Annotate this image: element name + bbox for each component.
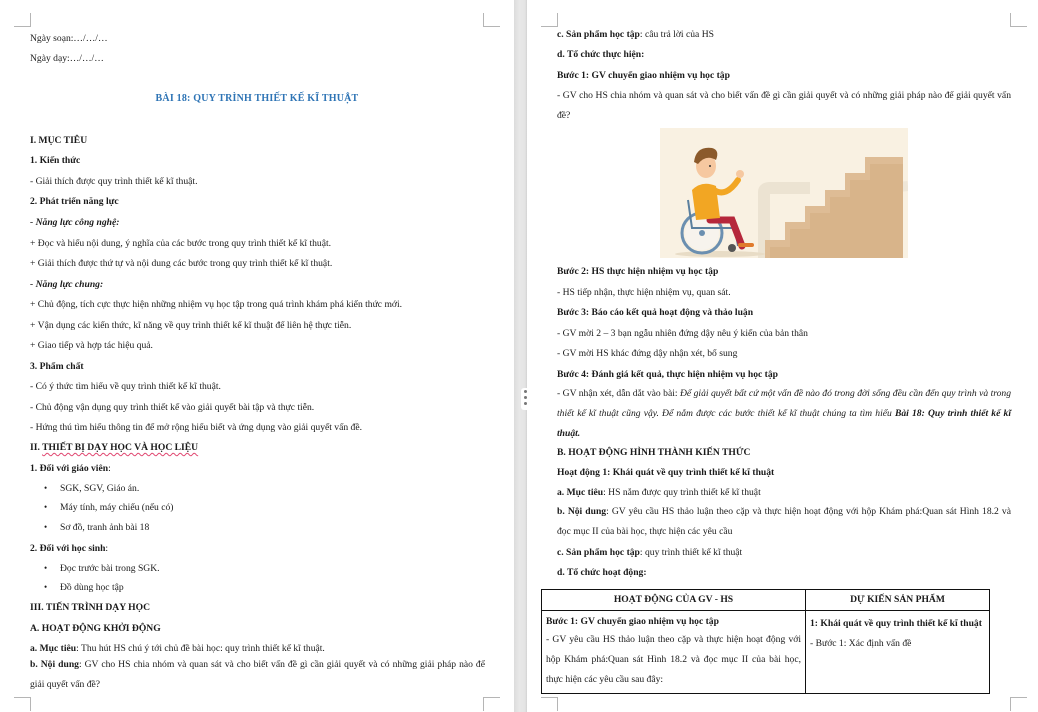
- table-header-row: [542, 590, 990, 611]
- activity1-content: b. Nội dung: GV yêu cầu HS thảo luận theo cặp và thực hiện hoạt động với hộp Khám phá:Quan sát Hình 18.2 và đọc mục II của bài học, thực hiện các yêu cầu: [557, 506, 1011, 537]
- margin-crop-mark: [14, 697, 31, 711]
- section-knowledge-heading: B. HOẠT ĐỘNG HÌNH THÀNH KIẾN THỨC: [557, 447, 751, 458]
- margin-crop-mark: [14, 13, 31, 27]
- tech-competency-label: - Năng lực công nghệ:: [30, 217, 120, 228]
- section-equipment-heading: [30, 441, 198, 454]
- table-header-expected-product: DỰ KIẾN SẢN PHẨM: [806, 590, 990, 611]
- warmup-content: b. Nội dung: GV cho HS chia nhóm và quan sát và cho biết vấn đề gì cần giải quyết và có những giải pháp nào để giải quyết vấn đề?: [30, 659, 485, 690]
- activity1-organize: d. Tổ chức hoạt động:: [557, 567, 647, 578]
- table-cell-product[interactable]: 1: Khái quát về quy trình thiết kế kĩ thuật - Bước 1: Xác định vấn đề: [806, 611, 990, 694]
- general-item: + Giao tiếp và hợp tác hiệu quả.: [30, 340, 153, 351]
- margin-crop-mark: [541, 13, 558, 27]
- activity-table: [541, 589, 990, 694]
- step3-item: - GV mời 2 – 3 bạn ngẫu nhiên đứng dậy nêu ý kiến của bản thân: [557, 328, 808, 339]
- heading-prefix: II.: [30, 442, 43, 453]
- student-heading: 2. Đối với học sinh:: [30, 543, 109, 554]
- document-page-left[interactable]: [0, 0, 514, 712]
- teacher-heading: 1. Đối với giáo viên:: [30, 463, 111, 474]
- step1-heading: Bước 1: GV chuyển giao nhiệm vụ học tập: [557, 70, 730, 81]
- step2-heading: Bước 2: HS thực hiện nhiệm vụ học tập: [557, 266, 719, 277]
- step3-item: - GV mời HS khác đứng dậy nhận xét, bổ sung: [557, 348, 738, 359]
- lesson-title: BÀI 18: QUY TRÌNH THIẾT KẾ KĨ THUẬT: [155, 93, 359, 104]
- activity1-heading: Hoạt động 1: Khái quát về quy trình thiết kế kĩ thuật: [557, 467, 775, 478]
- teacher-list-item: • Sơ đồ, tranh ảnh bài 18: [60, 521, 149, 534]
- competency-heading: 2. Phát triển năng lực: [30, 196, 119, 207]
- qualities-item: - Hứng thú tìm hiểu thông tin để mở rộng hiểu biết và ứng dụng vào giải quyết vấn đề.: [30, 422, 363, 433]
- step4-text: - GV nhận xét, dẫn dắt vào bài: Để giải quyết bất cứ một vấn đề nào đó trong đời sống đều cần đến quy trình và trong thiết kế kĩ thuật cũng vậy. Để nắm được các bước thiết kế kĩ thuật chúng ta tìm hiểu Bài 18: Quy trình thiết kế kĩ thuật.: [557, 388, 1011, 439]
- qualities-item: - Chủ động vận dụng quy trình thiết kế vào giải quyết bài tập và thực tiễn.: [30, 402, 315, 413]
- table-cell-activity[interactable]: Bước 1: GV chuyển giao nhiệm vụ học tập - GV yêu cầu HS thảo luận theo cặp và thực hiện hoạt động với hộp Khám phá:Quan sát Hình 18.2 và đọc mục II của bài học, thực hiện các yêu cầu sau đây:: [542, 611, 806, 694]
- qualities-item: - Có ý thức tìm hiểu về quy trình thiết kế kĩ thuật.: [30, 381, 221, 392]
- step2-text: - HS tiếp nhận, thực hiện nhiệm vụ, quan sát.: [557, 287, 731, 298]
- tech-item: + Giải thích được thứ tự và nội dung các bước trong quy trình thiết kế kĩ thuật.: [30, 258, 333, 269]
- date-taught: Ngày dạy:…/…/…: [30, 53, 104, 64]
- margin-crop-mark: [483, 13, 500, 27]
- step4-heading: Bước 4: Đánh giá kết quả, thực hiện nhiệm vụ học tập: [557, 369, 778, 380]
- student-list-item: • Đọc trước bài trong SGK.: [60, 562, 160, 575]
- margin-crop-mark: [541, 697, 558, 711]
- step3-heading: Bước 3: Báo cáo kết quả hoạt động và thảo luận: [557, 307, 754, 318]
- section-objectives-heading: I. MỤC TIÊU: [30, 135, 88, 146]
- margin-crop-mark: [1010, 697, 1027, 711]
- general-item: + Vận dụng các kiến thức, kĩ năng về quy trình thiết kế kĩ thuật để liên hệ thực tiễn.: [30, 320, 352, 331]
- knowledge-item: - Giải thích được quy trình thiết kế kĩ thuật.: [30, 176, 198, 187]
- general-item: + Chủ động, tích cực thực hiện những nhiệm vụ học tập trong quá trình khám phá kiến thức mới.: [30, 299, 403, 310]
- margin-crop-mark: [483, 697, 500, 711]
- organize-heading: d. Tổ chức thực hiện:: [557, 49, 645, 60]
- teacher-list-item: • SGK, SGV, Giáo án.: [60, 482, 139, 495]
- warmup-activity-heading: A. HOẠT ĐỘNG KHỞI ĐỘNG: [30, 623, 161, 634]
- page-gutter: [514, 0, 527, 712]
- student-list-item: • Đồ dùng học tập: [60, 581, 124, 594]
- table-header-activities: HOẠT ĐỘNG CỦA GV - HS: [542, 590, 806, 611]
- table-row: [542, 611, 990, 694]
- warmup-goal: a. Mục tiêu: Thu hút HS chú ý tới chủ đề bài học: quy trình thiết kế kĩ thuật.: [30, 643, 325, 654]
- knowledge-heading: 1. Kiến thức: [30, 155, 81, 166]
- spellcheck-flagged-text[interactable]: THIẾT BỊ DẠY HỌC VÀ HỌC LIỆU: [42, 442, 199, 453]
- product-line: c. Sản phẩm học tập: câu trả lời của HS: [557, 29, 714, 40]
- activity1-goal: a. Mục tiêu: HS nắm được quy trình thiết kế kĩ thuật: [557, 487, 761, 498]
- activity1-product: c. Sản phẩm học tập: quy trình thiết kế kĩ thuật: [557, 547, 743, 558]
- teacher-list-item: • Máy tính, máy chiếu (nếu có): [60, 501, 174, 514]
- date-prepared: Ngày soạn:…/…/…: [30, 33, 108, 44]
- tech-item: + Đọc và hiểu nội dung, ý nghĩa của các bước trong quy trình thiết kế kĩ thuật.: [30, 238, 332, 249]
- step1-text: - GV cho HS chia nhóm và quan sát và cho biết vấn đề gì cần giải quyết và có những giải pháp nào để giải quyết vấn đề?: [557, 90, 1011, 121]
- margin-crop-mark: [1010, 13, 1027, 27]
- section-process-heading: III. TIẾN TRÌNH DẠY HỌC: [30, 602, 151, 613]
- wheelchair-stairs-illustration: [660, 128, 908, 258]
- general-competency-label: - Năng lực chung:: [30, 279, 104, 290]
- qualities-heading: 3. Phẩm chất: [30, 361, 84, 372]
